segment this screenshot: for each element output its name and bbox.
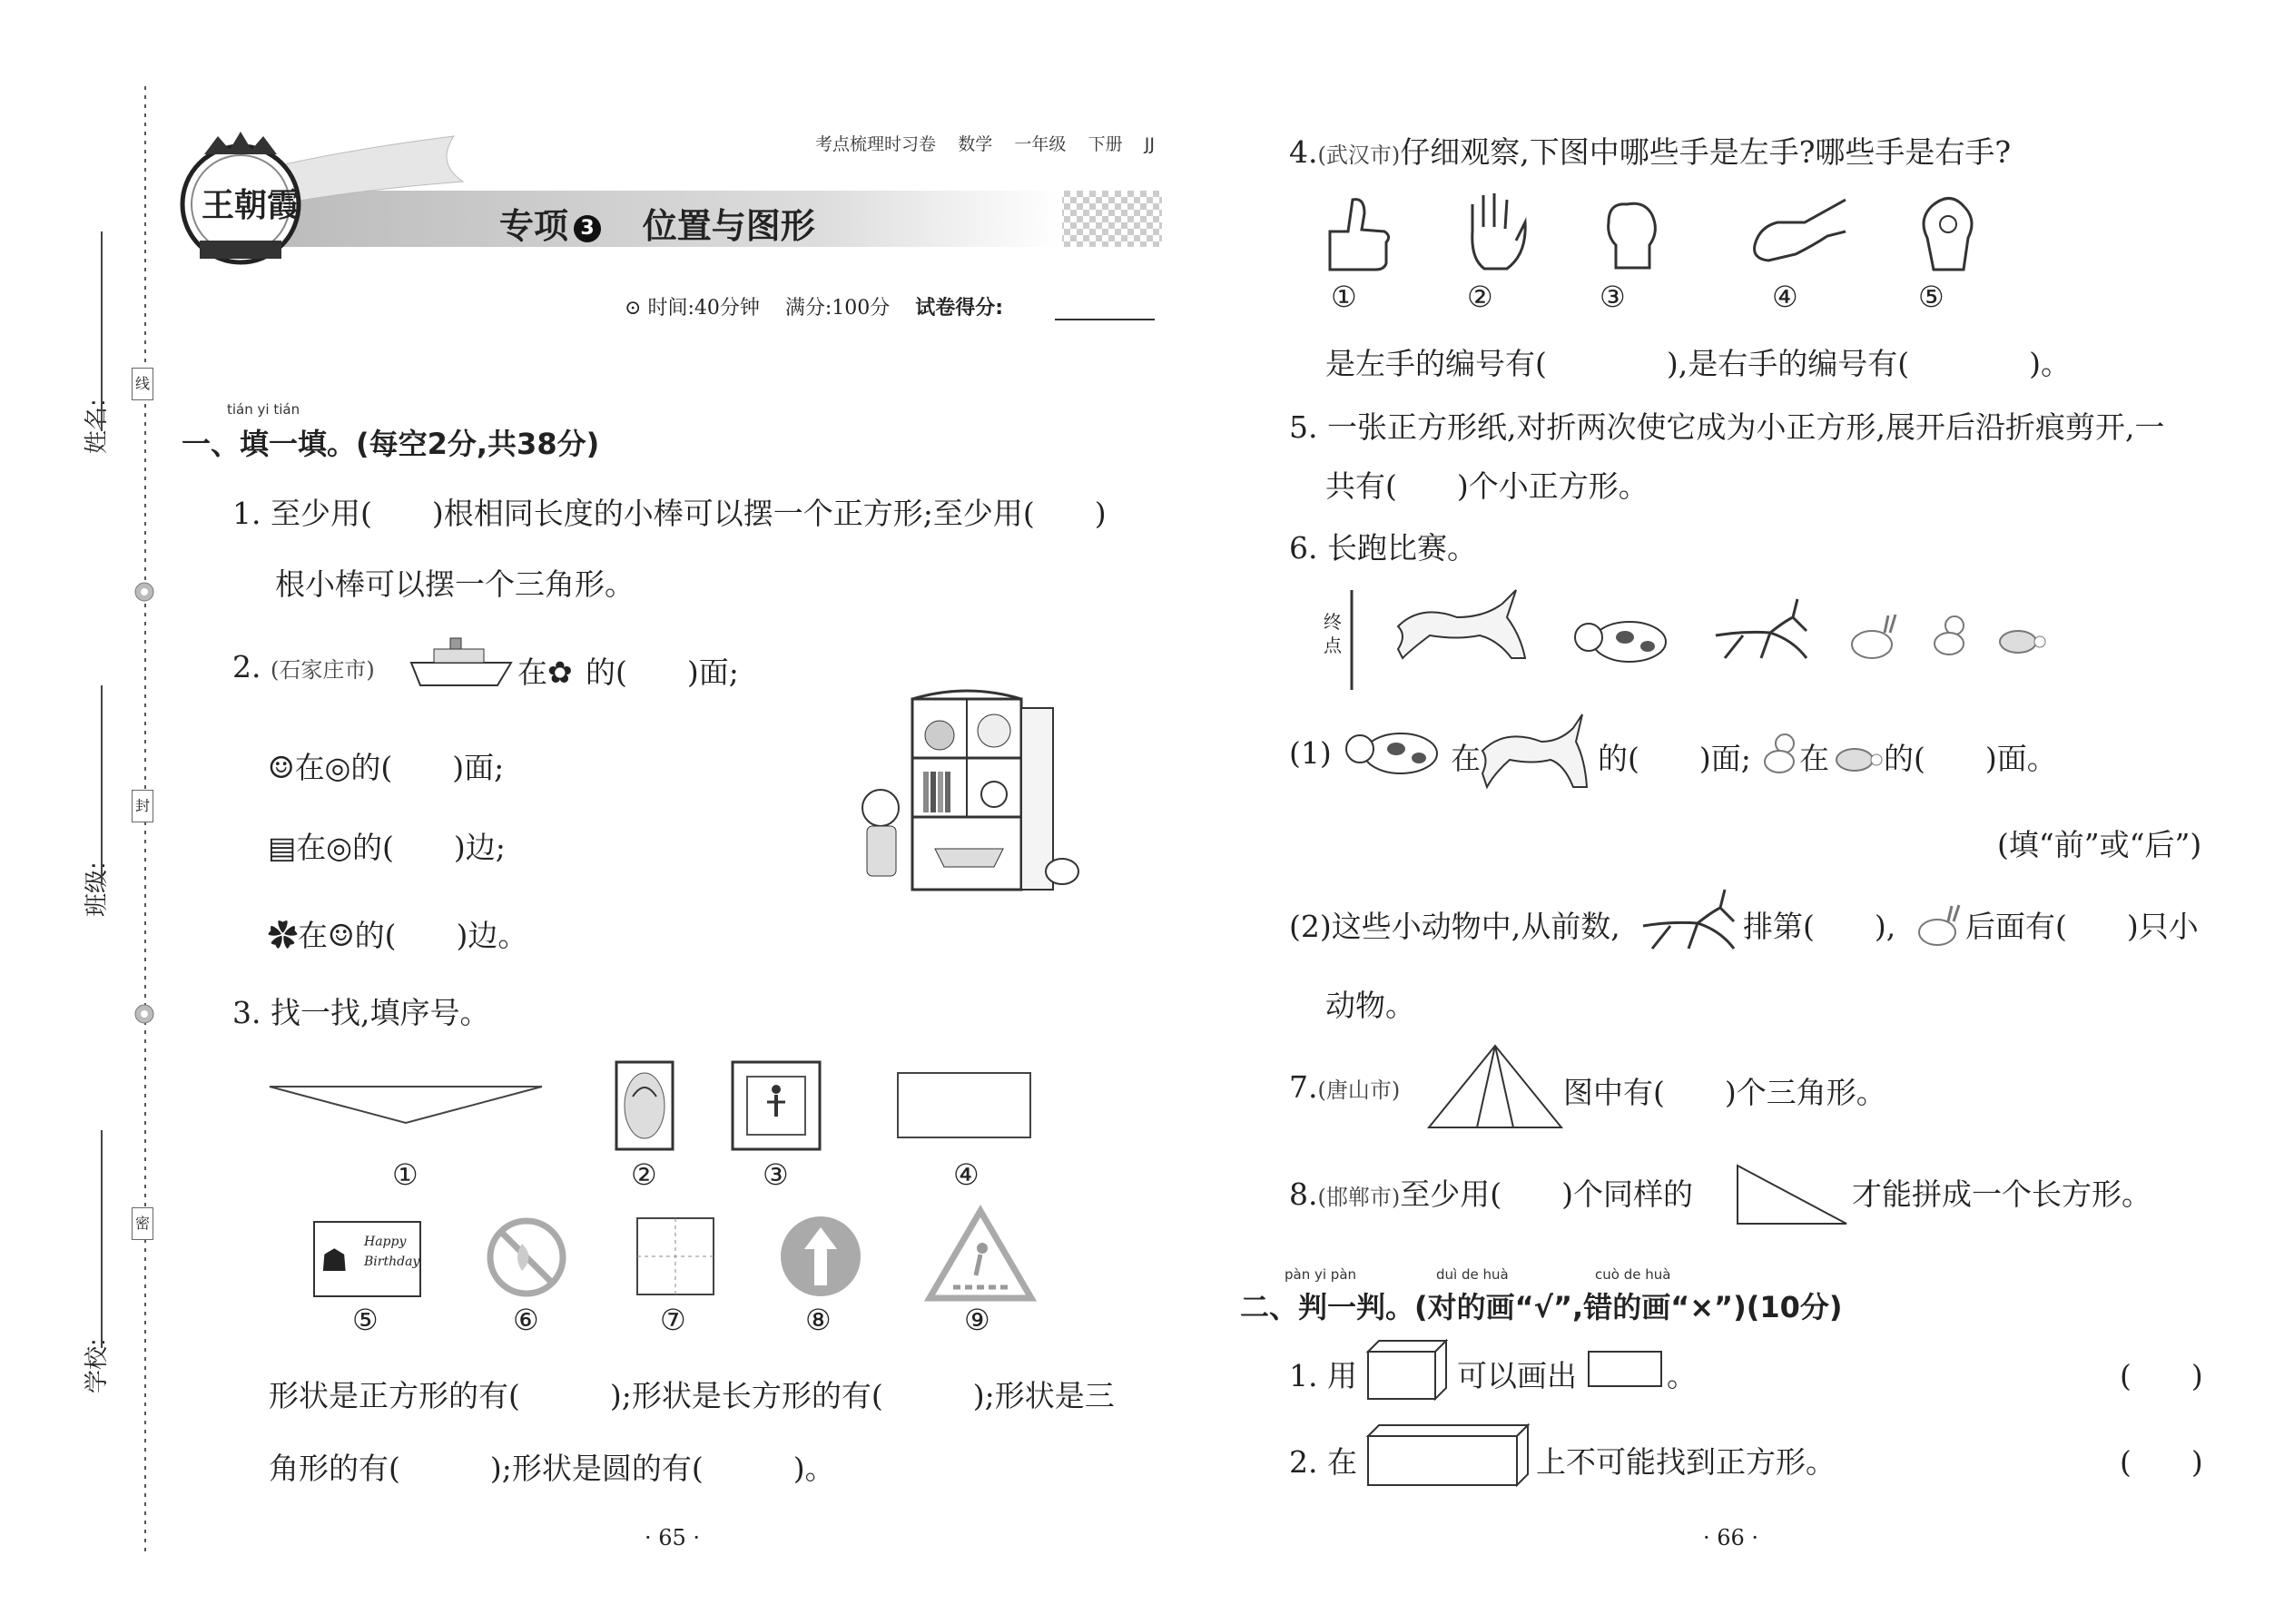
q7-city: (唐山市) [1317, 1078, 1401, 1103]
shape5-birthday-card [313, 1221, 421, 1297]
hand-label-3: ③ [1600, 280, 1626, 314]
shape-label-1: ① [392, 1157, 418, 1192]
q8-number: 8. [1289, 1176, 1318, 1212]
q2-l3-blank: 的( )边; [351, 830, 506, 865]
clock-toy-icon: ◎ [324, 750, 351, 785]
binding-dot-icon [133, 1003, 155, 1025]
hand-pointing-icon [1741, 195, 1850, 268]
q2-l4-blank: 的( )边。 [354, 918, 528, 953]
leopard-icon [1393, 586, 1530, 667]
grade: 一年级 [1014, 134, 1067, 154]
q5-line1: 5. 一张正方形纸,对折两次使它成为小正方形,展开后沿折痕剪开,一 [1289, 409, 2165, 445]
q1-line2: 根小棒可以摆一个三角形。 [275, 566, 635, 602]
q6-hint: (填“前”或“后”) [1997, 827, 2202, 862]
q7-triangle-figure [1427, 1044, 1563, 1129]
q2-line3 [268, 824, 506, 867]
shape2-stamp [615, 1060, 674, 1151]
school-field-line[interactable] [100, 1130, 103, 1348]
flowerpot-icon: ✿ [547, 655, 573, 690]
antelope-icon [1707, 595, 1816, 667]
q6-part2-d: 动物。 [1325, 988, 1415, 1023]
antelope-icon [1634, 885, 1743, 958]
q6-1-at1: 在 [1451, 741, 1481, 776]
chick-icon [1929, 613, 1970, 658]
s2-q2-answer[interactable]: ( ) [2120, 1444, 2203, 1480]
q8-text-b: 才能拼成一个长方形。 [1852, 1176, 2151, 1212]
s2-q2-b: 上不可能找到正方形。 [1536, 1444, 1836, 1480]
rabbit-icon [1910, 903, 1966, 949]
q7-text: 图中有( )个三角形。 [1563, 1075, 1886, 1110]
leopard-icon [1478, 710, 1591, 796]
s2-q2-a: 2. 在 [1289, 1444, 1357, 1480]
page-number-right: · 66 · [1703, 1525, 1759, 1550]
q6-title: 6. 长跑比赛。 [1289, 530, 1477, 566]
q3-answer-line1: 形状是正方形的有( );形状是长方形的有( );形状是三 [269, 1378, 1115, 1413]
q6-part2-a: (2)这些小动物中,从前数, [1289, 909, 1620, 944]
q2-number: 2. [232, 649, 261, 684]
pinyin-tianyitian: tián yi tián [227, 401, 300, 418]
q2-city: (石家庄市) [271, 657, 375, 683]
full-score: 满分:100分 [784, 297, 891, 320]
q6-part1 [1289, 735, 1332, 771]
section2-title: 二、判一判。(对的画“√”,错的画“×”)(10分) [1240, 1290, 1843, 1324]
header-meta [815, 131, 1155, 155]
chick-icon [1759, 731, 1800, 776]
hand-label-4: ④ [1772, 280, 1798, 314]
q8-city: (邯郸市) [1317, 1185, 1401, 1210]
school-label: 学校: [84, 1338, 111, 1393]
shape-label-5: ⑤ [352, 1303, 379, 1337]
volume: 下册 [1088, 134, 1123, 154]
series-name: 考点梳理时习卷 [815, 134, 937, 154]
q6-1-blank1: 的( )面; [1598, 741, 1751, 776]
s2-q1-a: 1. 用 [1289, 1358, 1357, 1393]
q7-number: 7. [1289, 1069, 1318, 1105]
s2-q1-answer[interactable]: ( ) [2120, 1358, 2203, 1393]
time-limit: 时间:40分钟 [647, 297, 760, 320]
title-text: 位置与图形 [642, 206, 815, 246]
logo-text: 王朝霞 [202, 186, 300, 224]
rectangle-small [1587, 1350, 1663, 1388]
finish-line [1350, 590, 1354, 690]
page-number-left: · 65 · [645, 1525, 701, 1550]
finish-char-1: 终 [1324, 611, 1342, 633]
section1-title: 一、填一填。(每空2分,共38分) [182, 427, 600, 461]
q2-l3-at: 在 [296, 830, 327, 865]
card-text: Happy Birthday [364, 1235, 420, 1269]
q2-blank1: 的( )面; [586, 655, 739, 690]
q2-line1 [232, 649, 375, 684]
q8-right-triangle [1736, 1164, 1849, 1225]
page-title [499, 198, 815, 248]
score-label: 试卷得分: [915, 297, 1004, 320]
shape-label-7: ⑦ [660, 1303, 686, 1337]
class-label: 班级: [84, 861, 111, 917]
shape1-triangle [268, 1085, 545, 1126]
binding-mark-seal: 封 [132, 790, 153, 822]
shape-label-4: ④ [953, 1157, 980, 1192]
name-field-line[interactable] [100, 231, 103, 431]
flowerpot-icon: ✿ [268, 918, 298, 953]
hand-label-2: ② [1467, 280, 1493, 314]
q2-line1-rest [517, 649, 739, 692]
s2-q1-c: 。 [1667, 1358, 1697, 1393]
shape4-rectangle [896, 1071, 1032, 1139]
cake-icon: ☗ [320, 1243, 349, 1279]
shape-label-3: ③ [763, 1157, 789, 1192]
turtle-icon [1829, 740, 1884, 776]
dog-icon [1570, 610, 1679, 669]
bookshelf-illustration [858, 690, 1094, 894]
title-prefix: 专项 [499, 206, 569, 246]
hand-open-palm-icon [1462, 191, 1530, 272]
q5-line2: 共有( )个小正方形。 [1325, 468, 1649, 504]
q4-line [1289, 129, 2011, 172]
hand-thumbs-up-icon [1321, 195, 1393, 272]
shape-label-6: ⑥ [513, 1303, 539, 1337]
title-number-badge: 3 [574, 215, 601, 242]
shape-label-9: ⑨ [964, 1303, 990, 1337]
score-field-line[interactable] [1055, 318, 1155, 321]
binding-dot-icon [133, 581, 155, 603]
hand-fist-icon [1600, 195, 1663, 272]
exam-info [625, 292, 1003, 320]
pinyin-panyipan: pàn yi pàn [1285, 1266, 1357, 1283]
q2-line2 [268, 744, 504, 787]
shape3-sign-square [731, 1060, 822, 1151]
cuboid-small [1366, 1339, 1448, 1401]
clock-icon: ⊙ [625, 297, 642, 320]
q2-line4 [268, 912, 527, 955]
shape-label-2: ② [631, 1157, 657, 1192]
shape6-no-fire-sign [486, 1216, 567, 1298]
s2-q1-b: 可以画出 [1457, 1358, 1577, 1393]
clock-toy-icon: ◎ [326, 830, 352, 865]
shape7-folded-square [635, 1216, 715, 1296]
q7-line [1289, 1069, 1400, 1105]
hand-ok-icon [1914, 192, 1982, 274]
turtle-icon [1993, 622, 2047, 658]
q6-1-at2: 在 [1799, 741, 1829, 776]
shape-label-8: ⑧ [805, 1303, 832, 1337]
ship-icon [407, 635, 516, 690]
q6-part2-c: 后面有( )只小 [1965, 909, 2199, 944]
binding-mark-line: 线 [132, 368, 153, 400]
q4-text: 仔细观察,下图中哪些手是左手?哪些手是右手? [1400, 134, 2012, 170]
q3-answer-line2: 角形的有( );形状是圆的有( )。 [269, 1451, 835, 1486]
shape9-crossing-sign [926, 1207, 1035, 1303]
q2-at: 在 [517, 655, 547, 690]
q8-line [1289, 1171, 1693, 1214]
q8-text-a: 至少用( )个同样的 [1400, 1176, 1693, 1212]
q2-l4-at: 在 [298, 918, 328, 953]
books-icon: ▤ [268, 830, 297, 865]
q4-answer: 是左手的编号有( ),是右手的编号有( )。 [1325, 346, 2071, 381]
cuboid-long [1366, 1423, 1530, 1487]
pinyin-cuodehua: cuò de huà [1595, 1266, 1671, 1283]
toy-cat-icon: ☺ [328, 918, 355, 953]
q4-number: 4. [1289, 134, 1318, 170]
class-field-line[interactable] [100, 685, 103, 885]
q6-1-blank2: 的( )面。 [1884, 741, 2057, 776]
q4-city: (武汉市) [1317, 143, 1401, 168]
finish-label [1324, 610, 1342, 657]
hand-label-1: ① [1331, 280, 1357, 314]
q6-1-number: (1) [1289, 735, 1332, 771]
hand-label-5: ⑤ [1918, 280, 1944, 314]
rabbit-icon [1843, 613, 1906, 663]
dog-icon [1342, 722, 1451, 781]
q2-l2-at: 在 [294, 750, 325, 785]
toy-cat-icon: ☺ [268, 750, 295, 785]
binding-mark-secret: 密 [132, 1207, 153, 1240]
subject: 数学 [958, 134, 993, 154]
q6-part2-b: 排第( ), [1743, 909, 1896, 944]
name-label: 姓名: [84, 399, 111, 454]
q2-l2-blank: 的( )面; [350, 750, 505, 785]
q3-title: 3. 找一找,填序号。 [232, 995, 490, 1030]
q1-line1: 1. 至少用( )根相同长度的小棒可以摆一个正方形;至少用( ) [232, 496, 1107, 531]
edition: JJ [1144, 134, 1155, 154]
finish-char-2: 点 [1324, 635, 1342, 656]
pinyin-duidehua: duì de huà [1436, 1266, 1509, 1283]
shape8-arrow-circle [779, 1215, 862, 1298]
